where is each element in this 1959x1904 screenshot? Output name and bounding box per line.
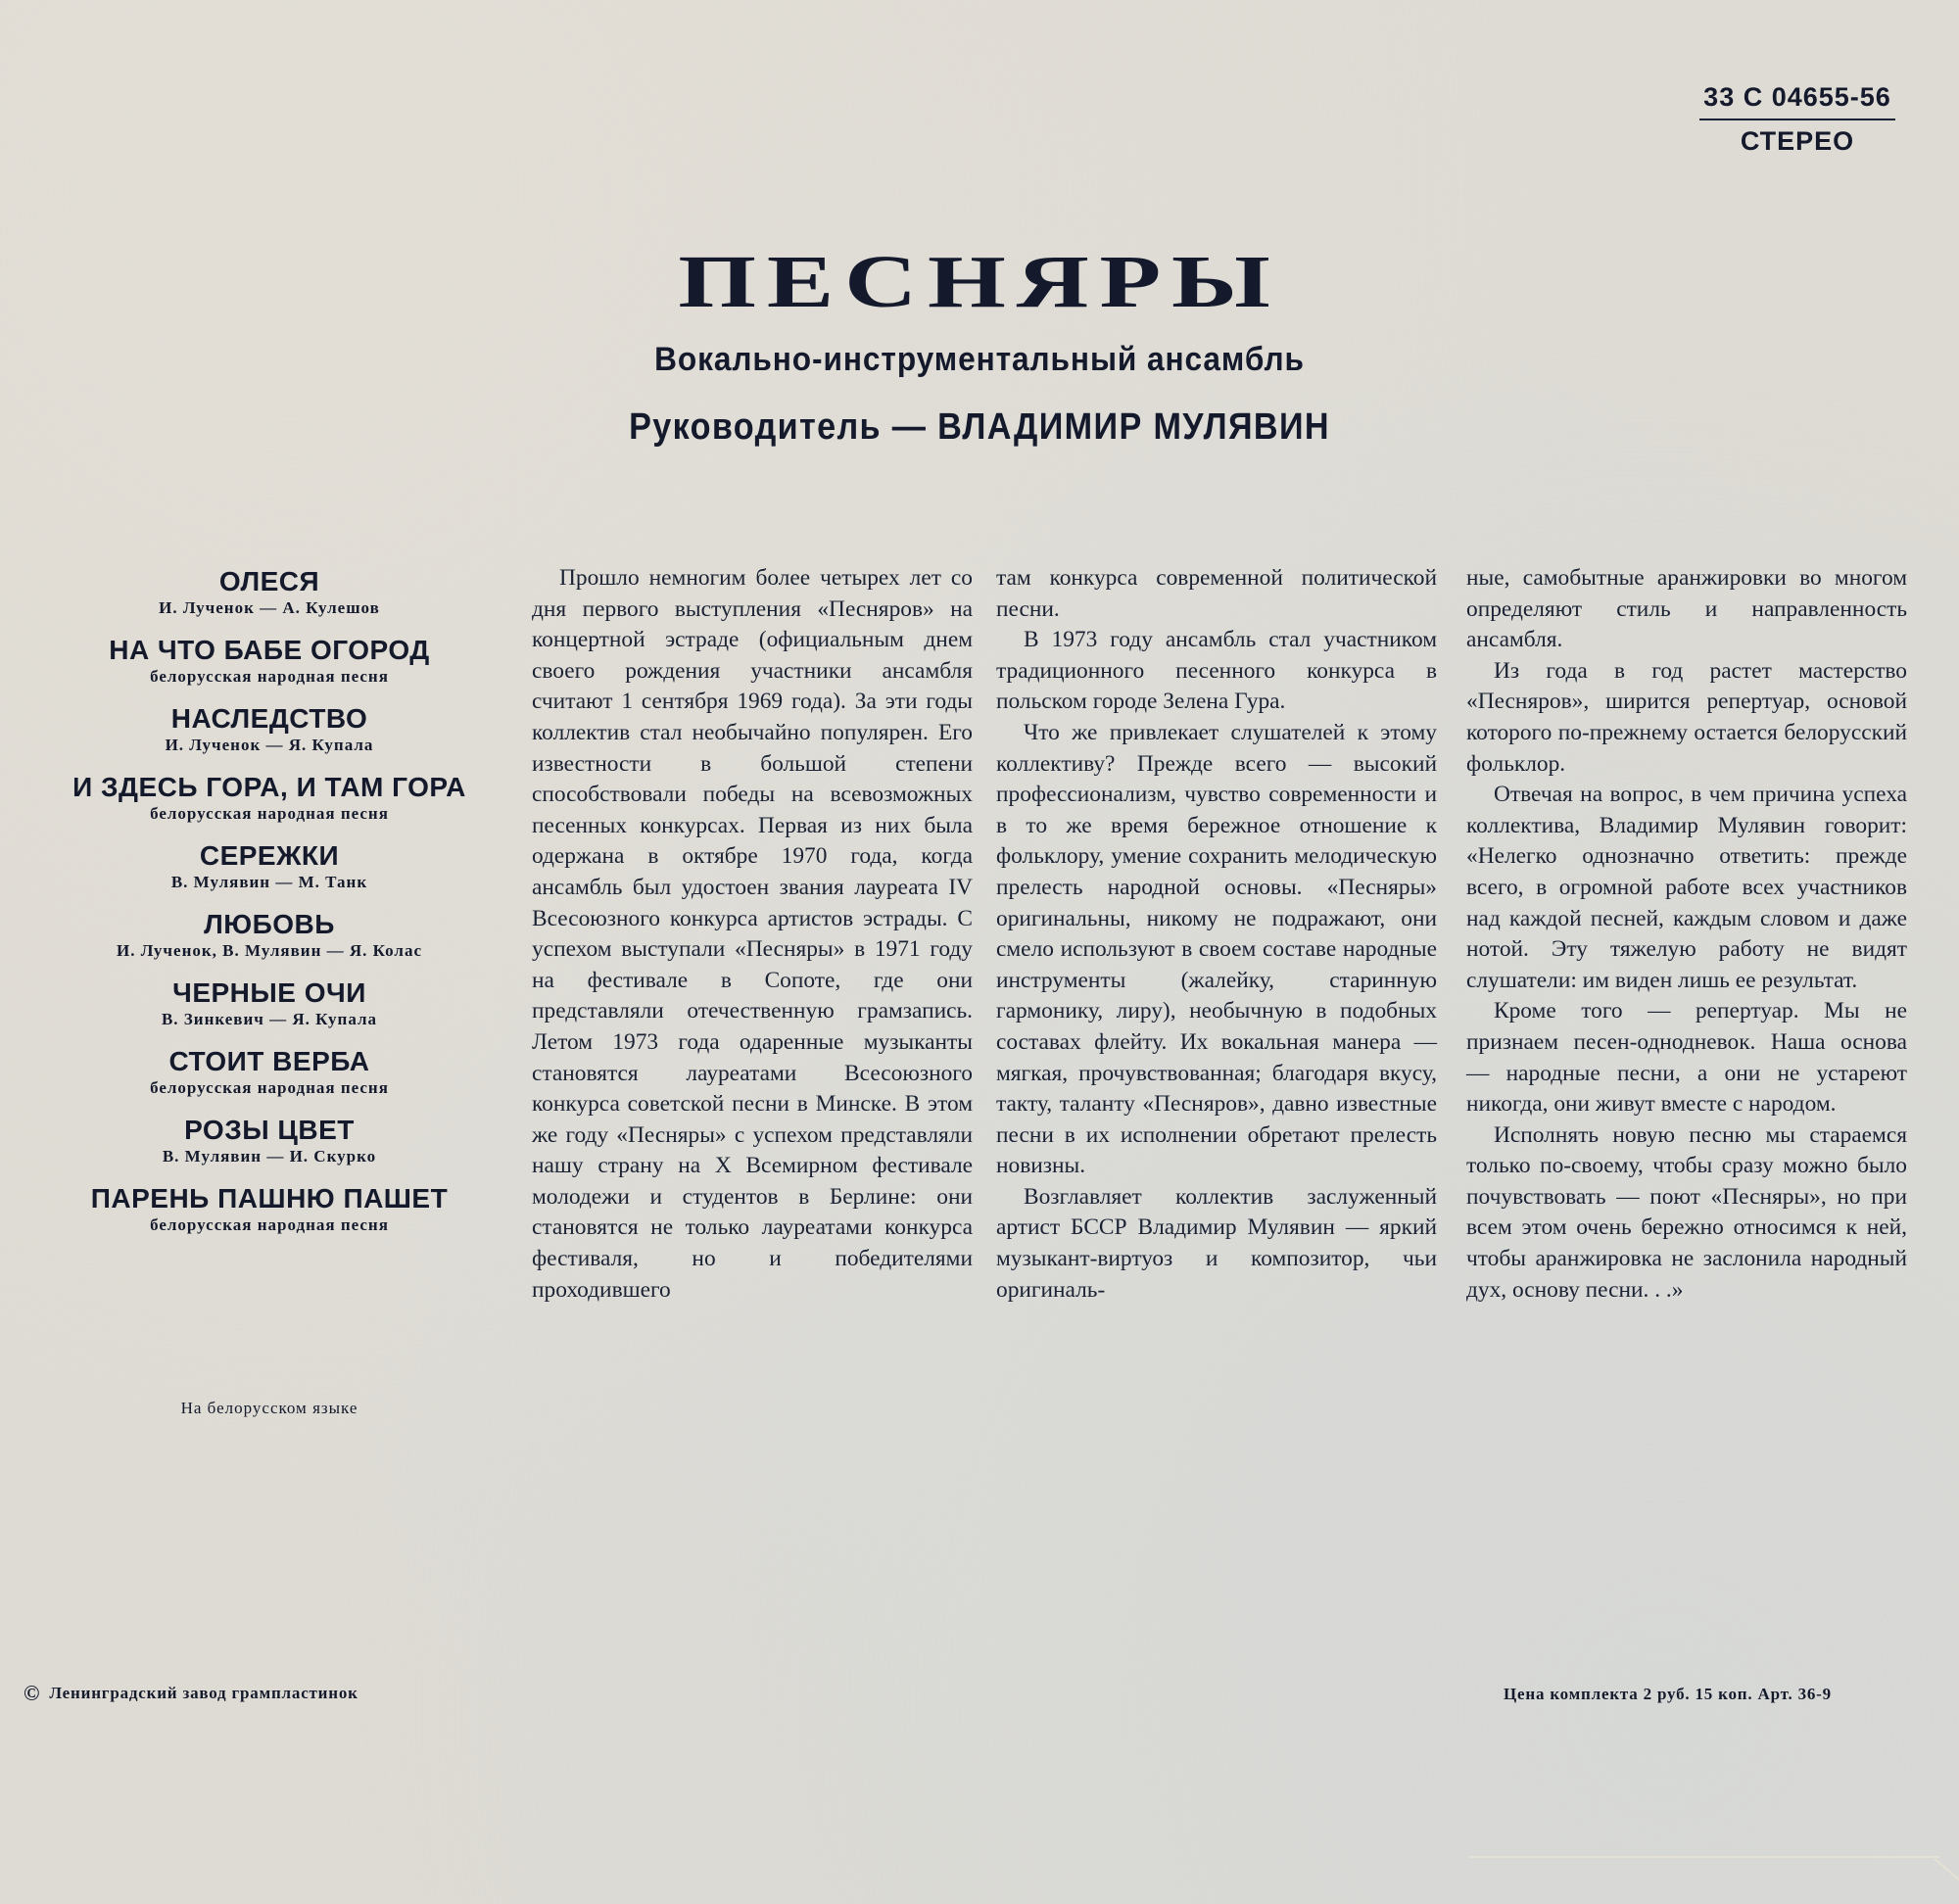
track-item xyxy=(29,703,509,756)
track-title: РОЗЫ ЦВЕТ xyxy=(184,1115,355,1145)
tracklist xyxy=(29,566,509,1252)
article-paragraph: ные, самобытные аранжировки во многом определяют стиль и направленность ансамбля. xyxy=(1466,565,1907,653)
track-credit: И. Лученок, В. Мулявин — Я. Колас xyxy=(116,941,423,960)
catalog-number: 33 С 04655-56 xyxy=(1699,82,1895,120)
track-credit: белорусская народная песня xyxy=(150,667,389,686)
article-paragraph: Что же привлекает слушателей к этому коллективу? Прежде всего — высокий профессионализм, чувство современности и в то же время бережное отношение к фольклору, умение сохранить мелодическую прелесть народной основы. «Песняры» оригинальны, никому не подражают, они смело используют в своем составе народные инструменты (жалейку, старинную гармонику, лиру), необычную в подобных составах флейту. Их вокальная манера — мягкая, прочувствованная; благодаря вкусу, такту, таланту «Песняров», давно известные песни в их исполнении обретают прелесть новизны. xyxy=(996,719,1437,1179)
article-paragraph: Из года в год растет мастерство «Песняров», ширится репертуар, основой которого по-прежнему остается белорусский фольклор. xyxy=(1466,657,1907,777)
language-note: На белорусском языке xyxy=(180,1399,358,1417)
ensemble-leader: Руководитель — ВЛАДИМИР МУЛЯВИН xyxy=(629,406,1330,448)
article-paragraph: Отвечая на вопрос, в чем причина успеха коллектива, Владимир Мулявин говорит: «Нелегко однозначно ответить: прежде всего, в огромной работе всех участников над каждой песней, каждым словом и даже нотой. Эту тяжелую работу не видят слушатели: им виден лишь ее результат. xyxy=(1466,782,1907,993)
track-item xyxy=(29,635,509,688)
price-info: Цена комплекта 2 руб. 15 коп. Арт. 36-9 xyxy=(1504,1685,1832,1703)
track-item xyxy=(29,566,509,619)
track-title: ОЛЕСЯ xyxy=(218,566,320,596)
band-name: ПЕСНЯРЫ xyxy=(678,241,1281,323)
header xyxy=(0,241,1959,449)
track-credit: В. Мулявин — М. Танк xyxy=(170,873,368,891)
record-ring-impression-end xyxy=(1934,1858,1959,1884)
track-title: СЕРЕЖКИ xyxy=(199,840,340,871)
track-item xyxy=(29,772,509,825)
track-credit: И. Лученок — А. Кулешов xyxy=(159,598,380,617)
article-paragraph: Возглавляет коллектив заслуженный артист БССР Владимир Мулявин — яркий музыкант-виртуоз и композитор, чьи оригиналь- xyxy=(996,1183,1437,1303)
track-title: ПАРЕНЬ ПАШНЮ ПАШЕТ xyxy=(90,1183,449,1214)
article-paragraph: Прошло немногим более четырех лет со дня первого выступления «Песняров» на концертной эстраде (официальным днем своего рождения участники ансамбля считают 1 сентября 1969 года). За эти годы коллектив стал необычайно популярен. Его известности в большой степени способствовали победы на всевозможных песенных конкурсах. Первая из них была одержана в октябре 1970 года, когда ансамбль был удостоен звания лауреата IV Всесоюзного конкурса артистов эстрады. С успехом выступали «Песняры» в 1971 году на фестивале в Сопоте, где они представляли отечественную грамзапись. Летом 1973 года одаренные музыканты становятся лауреатами Всесоюзного конкурса советской песни в Минске. В этом же году «Песняры» с успехом представляли нашу страну на X Всемирном фестивале молодежи и студентов в Берлине: они становятся не только лауреатами конкурса фестиваля, но и победителями проходившего xyxy=(532,565,973,1303)
article-column-2 xyxy=(996,563,1437,1306)
publisher-credit xyxy=(24,1681,358,1706)
track-credit: В. Мулявин — И. Скурко xyxy=(162,1147,377,1166)
article-paragraph: Кроме того — репертуар. Мы не признаем песен-однодневок. Наша основа — народные песни, а они не устареют никогда, они живут вместе с народом. xyxy=(1466,998,1907,1118)
track-credit: В. Зинкевич — Я. Купала xyxy=(161,1010,378,1028)
article-paragraph: Исполнять новую песню мы стараемся только по-своему, чтобы сразу можно было почувствовать — поют «Песняры», но при всем этом очень бережно относимся к ней, чтобы аранжировка не заслонила народный дух, основу песни. . .» xyxy=(1466,1121,1907,1303)
track-title: ЧЕРНЫЕ ОЧИ xyxy=(172,977,366,1008)
track-credit: белорусская народная песня xyxy=(150,1078,389,1097)
track-credit: белорусская народная песня xyxy=(150,804,389,823)
catalog-block xyxy=(1699,82,1895,157)
record-ring-impression xyxy=(1469,1856,1939,1858)
track-credit: И. Лученок — Я. Купала xyxy=(165,736,374,754)
track-item xyxy=(29,1183,509,1236)
publisher-name: Ленинградский завод грампластинок xyxy=(49,1684,358,1702)
article-paragraph: В 1973 году ансамбль стал участником традиционного песенного конкурса в польском городе Зелена Гура. xyxy=(996,627,1437,715)
track-credit: белорусская народная песня xyxy=(150,1215,389,1234)
track-title: НАСЛЕДСТВО xyxy=(170,703,368,734)
track-title: НА ЧТО БАБЕ ОГОРОД xyxy=(109,635,430,665)
article-column-3 xyxy=(1466,563,1907,1306)
format-label: СТЕРЕО xyxy=(1740,126,1855,156)
copyright-icon: © xyxy=(24,1681,41,1705)
article-paragraph: там конкурса современной политической песни. xyxy=(996,565,1437,622)
track-title: ЛЮБОВЬ xyxy=(204,909,335,939)
article-column-1 xyxy=(532,563,973,1306)
track-title: СТОИТ ВЕРБА xyxy=(168,1046,370,1076)
track-item xyxy=(29,1115,509,1167)
track-item xyxy=(29,977,509,1030)
ensemble-subtitle: Вокально-инструментальный ансамбль xyxy=(654,341,1305,378)
track-item xyxy=(29,909,509,962)
track-item xyxy=(29,1046,509,1099)
track-title: И ЗДЕСЬ ГОРА, И ТАМ ГОРА xyxy=(72,772,466,802)
track-item xyxy=(29,840,509,893)
